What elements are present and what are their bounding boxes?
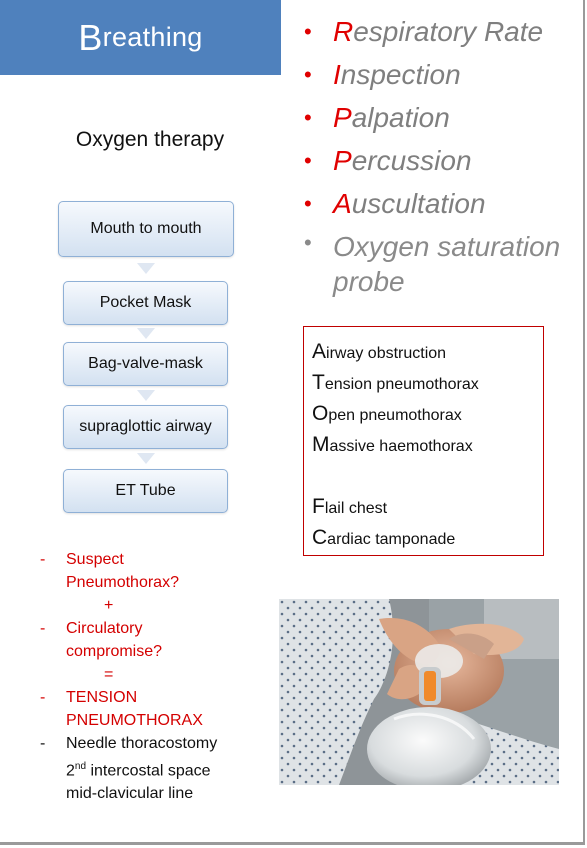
flow-step-supraglottic-airway: supraglottic airway	[63, 405, 228, 449]
life-threat-item: Cardiac tamponade	[312, 526, 456, 549]
mnemonic-item: • Auscultation	[300, 182, 585, 225]
flow-arrow-icon	[137, 390, 155, 401]
spacer	[312, 460, 543, 491]
mnemonic-item-oxygen: • Oxygen saturation probe	[300, 225, 585, 299]
bullet-icon: •	[304, 62, 312, 87]
life-threat-item: Flail chest	[312, 495, 388, 518]
title-initial: B	[78, 16, 103, 58]
life-threat-item: Tension pneumothorax	[312, 371, 479, 394]
flow-arrow-icon	[137, 328, 155, 339]
bag-valve-mask-photo	[279, 599, 559, 785]
dash-item-needle: - Needle thoracostomy 2nd intercostal space mid-clavicular line	[40, 735, 218, 803]
mnemonic-item: • Respiratory Rate	[300, 10, 585, 53]
flow-step-pocket-mask: Pocket Mask	[63, 281, 228, 325]
life-threat-item: Massive haemothorax	[312, 433, 473, 456]
tension-pneumothorax-list	[36, 548, 266, 805]
flow-arrow-icon	[137, 453, 155, 464]
life-threats-box	[303, 326, 544, 556]
mnemonic-item: • Percussion	[300, 139, 585, 182]
life-threat-item: Airway obstruction	[312, 340, 447, 363]
bullet-icon: •	[304, 230, 312, 255]
dash-item-suspect: - Suspect Pneumothorax?	[40, 551, 179, 591]
mnemonic-item: • Palpation	[300, 96, 585, 139]
plus-operator: +	[104, 597, 114, 614]
bullet-icon: •	[304, 148, 312, 173]
page-title	[0, 0, 281, 75]
bullet-icon: •	[304, 191, 312, 216]
flow-step-mouth-to-mouth: Mouth to mouth	[58, 201, 234, 257]
flow-step-bag-valve-mask: Bag-valve-mask	[63, 342, 228, 386]
flow-step-et-tube: ET Tube	[63, 469, 228, 513]
mnemonic-item: • Inspection	[300, 53, 585, 96]
flow-arrow-icon	[137, 263, 155, 274]
oxygen-therapy-heading: Oxygen therapy	[75, 128, 225, 151]
bullet-icon: •	[304, 105, 312, 130]
assessment-mnemonic-list	[300, 10, 585, 299]
title-rest: reathing	[102, 22, 203, 52]
life-threat-item: Open pneumothorax	[312, 402, 462, 425]
bullet-icon: •	[304, 19, 312, 44]
dash-item-circulatory: - Circulatory compromise?	[40, 620, 163, 660]
dash-item-tension: - TENSION PNEUMOTHORAX	[40, 689, 203, 729]
equals-operator: =	[104, 666, 114, 683]
bag-valve-mask-image	[279, 599, 559, 785]
